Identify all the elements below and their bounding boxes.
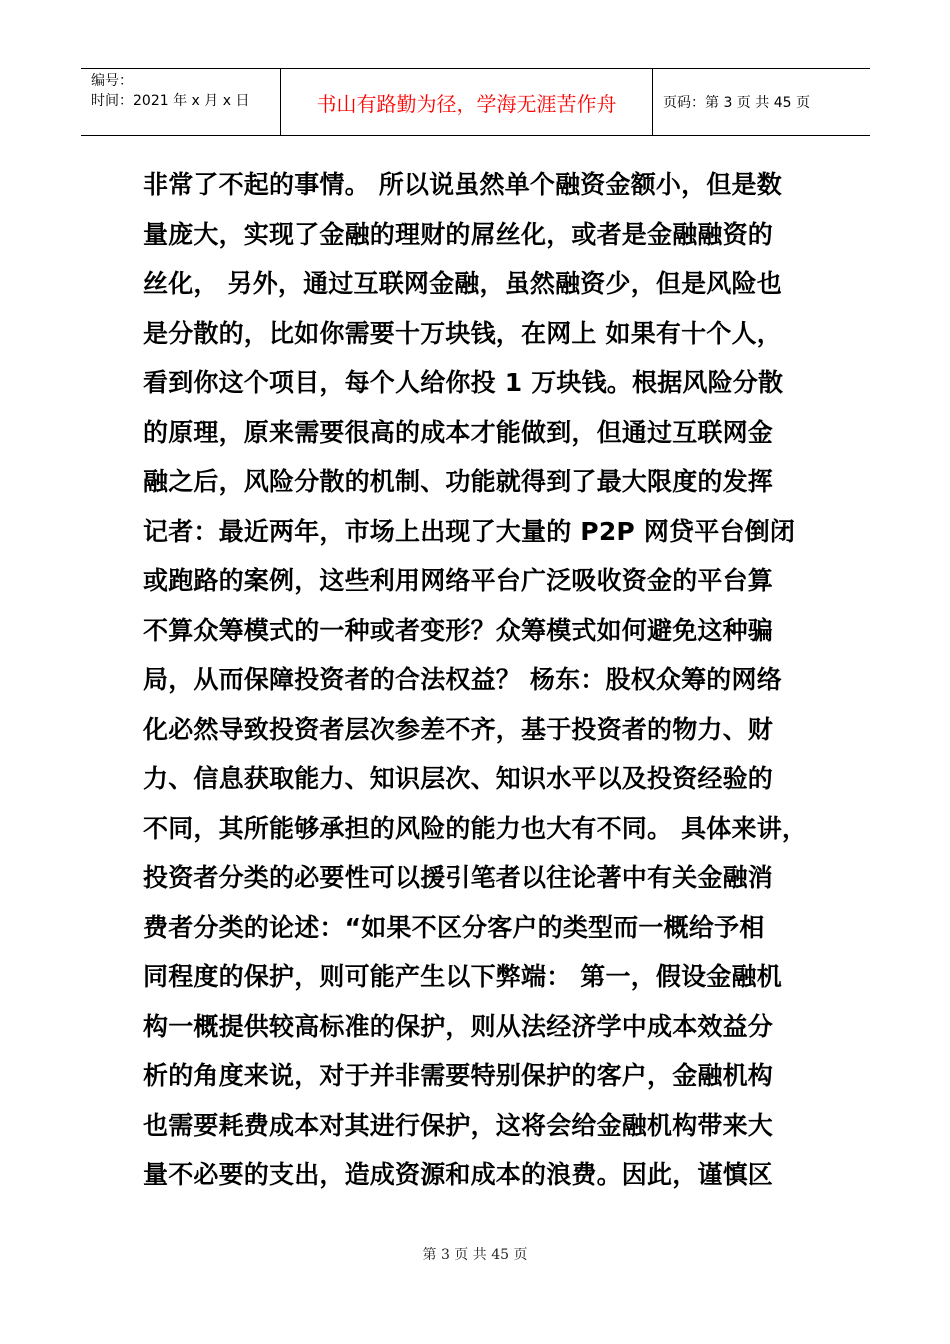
header-motto: 书山有路勤为径，学海无涯苦作舟 xyxy=(316,91,617,116)
text-line: 量不必要的支出，造成资源和成本的浪费。因此，谨慎区 xyxy=(143,1160,774,1189)
text-line: 局，从而保障投资者的合法权益？ 杨东：股权众筹的网络 xyxy=(143,665,782,694)
header-page-info: 页码：第 3 页 共 45 页 xyxy=(663,95,810,111)
text-line: 的原理，原来需要很高的成本才能做到，但通过互联网金 xyxy=(143,417,774,447)
text-line: 析的角度来说，对于并非需要特别保护的客户，金融机构 xyxy=(143,1061,774,1090)
text-line: 投资者分类的必要性可以援引笔者以往论著中有关金融消 xyxy=(143,863,774,892)
text-line: 量庞大，实现了金融的理财的屌丝化，或者是金融融资的 xyxy=(143,219,774,249)
text-line: 也需要耗费成本对其进行保护，这将会给金融机构带来大 xyxy=(143,1110,774,1140)
text-line: 融之后，风险分散的机制、功能就得到了最大限度的发挥 xyxy=(143,467,774,496)
text-line: 记者：最近两年，市场上出现了大量的 P2P 网贷平台倒闭 xyxy=(143,516,796,546)
text-line: 是分散的，比如你需要十万块钱，在网上 如果有十个人， xyxy=(143,318,782,348)
text-line: 同程度的保护，则可能产生以下弊端： 第一，假设金融机 xyxy=(143,962,782,991)
text-line: 丝化， 另外，通过互联网金融，虽然融资少，但是风险也 xyxy=(143,269,782,298)
text-line: 力、信息获取能力、知识层次、知识水平以及投资经验的 xyxy=(143,764,774,793)
text-line: 或跑路的案例，这些利用网络平台广泛吸收资金的平台算 xyxy=(143,566,774,595)
header-motto-cell xyxy=(281,69,653,135)
header-page-cell xyxy=(653,69,870,135)
text-line: 费者分类的论述：“如果不区分客户的类型而一概给予相 xyxy=(143,912,765,942)
text-line: 构一概提供较高标准的保护，则从法经济学中成本效益分 xyxy=(143,1011,774,1041)
page-header xyxy=(81,68,870,136)
text-line: 不同，其所能够承担的风险的能力也大有不同。 具体来讲， xyxy=(143,813,808,843)
text-line: 看到你这个项目，每个人给你投 1 万块钱。根据风险分散 xyxy=(143,368,784,397)
document-date-label: 时间：2021 年 x 月 x 日 xyxy=(91,93,250,109)
text-line: 化必然导致投资者层次参差不齐，基于投资者的物力、财 xyxy=(143,714,774,744)
document-number-label: 编号： xyxy=(91,73,133,89)
header-meta-cell xyxy=(81,69,281,135)
text-line: 不算众筹模式的一种或者变形？众筹模式如何避免这种骗 xyxy=(143,615,774,645)
text-line: 非常了不起的事情。 所以说虽然单个融资金额小，但是数 xyxy=(143,170,782,199)
page-footer: 第 3 页 共 45 页 xyxy=(422,1247,528,1263)
body-text xyxy=(143,160,823,1200)
